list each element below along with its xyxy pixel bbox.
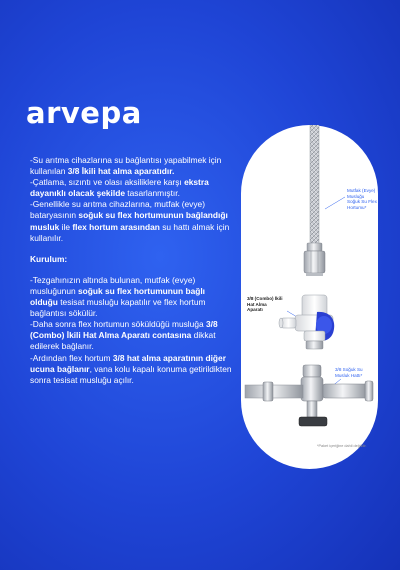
text-segment: soğuk su flex hortumunun bağlı olduğu <box>30 285 205 308</box>
text-segment: soğuk su flex hortumunun bağlandığı musluk <box>30 210 228 232</box>
text-segment: -Daha sonra flex hortumun söküldüğü musluğa <box>30 319 206 330</box>
text-segment: 3/8 hat alma aparatının diğer ucuna bağlanır <box>30 352 226 374</box>
text-segment: -Tezgahınızın altında bulunan, mutfak (evye) musluğunun <box>30 274 196 296</box>
product-diagram <box>241 125 378 469</box>
description-block <box>30 155 235 386</box>
package-footnote: *Paket içeriğine dahil değildir. <box>317 444 367 448</box>
text-segment: flex hortum arasından <box>72 221 160 232</box>
text-segment: su hattı almak için kullanılır. <box>30 221 230 243</box>
brand-logo: arvepa <box>26 96 142 130</box>
text-segment: , vana kolu kapalı konuma getirildikten sonra tesisat musluğu açılır. <box>30 363 232 385</box>
intro-section <box>30 155 235 244</box>
install-paragraph <box>30 275 235 319</box>
intro-paragraph <box>30 177 235 199</box>
text-segment: dikkat edilerek bağlanır. <box>30 330 216 352</box>
text-segment: 3/8 (Combo) İkili Hat Alma Aparatı contasına <box>30 319 218 341</box>
text-segment: -Genellikle su arıtma cihazlarına, mutfak (evye) bataryasının <box>30 199 206 221</box>
hose-callout: Mutfak (Evye) Musluğu Soğuk Su Flex Hortumu* <box>347 188 377 210</box>
adapter-callout: 3/8 (Combo) İkili Hat Alma Aparatı <box>247 296 283 313</box>
combo-adapter-illustration <box>279 295 334 349</box>
flex-hose-illustration <box>304 125 325 276</box>
text-segment: -Su arıtma cihazlarına su bağlantısı yapabilmek için kullanılan <box>30 155 222 177</box>
intro-paragraph <box>30 155 235 177</box>
text-segment: 3/8 İkili hat alma aparatıdır. <box>67 166 175 177</box>
intro-paragraph <box>30 199 235 243</box>
install-paragraph <box>30 353 235 386</box>
text-segment: -Çatlama, sızıntı ve olası aksiliklere karşı <box>30 177 185 188</box>
text-segment: tasarlanmıştır. <box>124 188 180 199</box>
text-segment: -Ardından flex hortum <box>30 352 113 363</box>
install-heading: Kurulum: <box>30 253 68 264</box>
text-segment: tesisat musluğu kapatılır ve flex hortum bağlantısı sökülür. <box>30 297 206 319</box>
install-section <box>30 275 235 386</box>
text-segment: ile <box>59 221 73 232</box>
install-paragraph <box>30 319 235 352</box>
valve-callout: 3/8 Soğuk Su Musluk Hattı* <box>335 367 363 378</box>
text-segment: ekstra dayanıklı olacak şekilde <box>30 177 209 199</box>
